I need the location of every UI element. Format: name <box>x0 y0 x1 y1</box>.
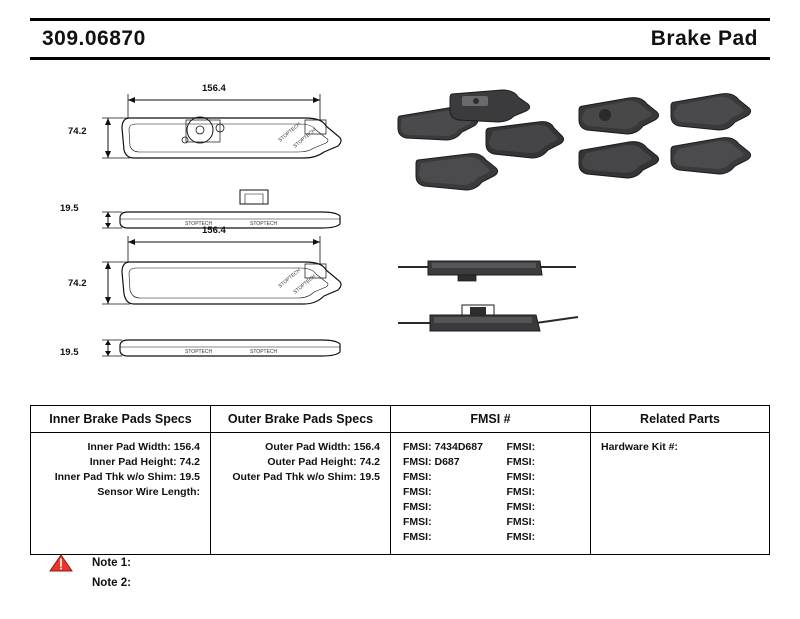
inner-specs-title: Inner Brake Pads Specs <box>31 406 210 433</box>
related-parts-title: Related Parts <box>591 406 769 433</box>
inner-pad-thickness-label: 19.5 <box>60 203 79 214</box>
note-row-2 <box>48 573 348 593</box>
inner-pad-width-label: 156.4 <box>202 83 226 94</box>
fmsi-body <box>391 433 590 554</box>
fmsi-cell: FMSI: 7434D687 <box>403 440 483 453</box>
outer-specs-column <box>211 406 391 554</box>
svg-text:STOPTECH: STOPTECH <box>277 267 303 290</box>
outer-pad-width-label: 156.4 <box>202 225 226 236</box>
fmsi-cell: FMSI: <box>506 530 536 543</box>
fmsi-cell: FMSI: D687 <box>403 455 460 468</box>
related-row: Hardware Kit #: <box>601 440 679 453</box>
outer-specs-body <box>211 433 390 551</box>
svg-text:STOPTECH: STOPTECH <box>250 349 278 355</box>
fmsi-cell: FMSI: <box>403 515 432 528</box>
notes-section <box>48 553 348 593</box>
fmsi-cell: FMSI: <box>403 530 432 543</box>
svg-text:STOPTECH: STOPTECH <box>250 221 278 227</box>
outer-pad-drawing <box>90 232 400 347</box>
inner-specs-body <box>31 433 210 551</box>
outer-pad-height-label: 74.2 <box>68 278 87 289</box>
product-type: Brake Pad <box>650 27 758 50</box>
inner-pad-height-label: 74.2 <box>68 126 87 137</box>
fmsi-cell: FMSI: <box>506 485 536 498</box>
fmsi-cell: FMSI: <box>506 440 536 453</box>
fmsi-cell: FMSI: <box>403 470 432 483</box>
fmsi-cell: FMSI: <box>403 485 432 498</box>
fmsi-cell: FMSI: <box>506 455 536 468</box>
pad-photo-group-right <box>575 88 760 208</box>
note-row-1 <box>48 553 348 573</box>
spec-row: Inner Pad Thk w/o Shim: 19.5 <box>54 470 200 483</box>
warning-icon <box>48 553 74 573</box>
document-header <box>30 18 770 60</box>
part-number: 309.06870 <box>42 27 146 50</box>
svg-text:STOPTECH: STOPTECH <box>185 221 213 227</box>
fmsi-title: FMSI # <box>391 406 590 433</box>
spec-row: Outer Pad Height: 74.2 <box>267 455 380 468</box>
technical-drawings <box>30 70 770 390</box>
fmsi-cell: FMSI: <box>403 500 432 513</box>
spec-row: Sensor Wire Length: <box>97 485 200 498</box>
fmsi-column <box>391 406 591 554</box>
inner-pad-drawing <box>90 90 400 200</box>
pad-photo-group-left <box>390 88 570 208</box>
spec-row: Outer Pad Width: 156.4 <box>265 440 380 453</box>
svg-text:STOPTECH: STOPTECH <box>185 349 213 355</box>
note-2-label: Note 2: <box>92 577 131 589</box>
fmsi-cell: FMSI: <box>506 470 536 483</box>
spec-row: Inner Pad Width: 156.4 <box>87 440 200 453</box>
note-1-label: Note 1: <box>92 557 131 569</box>
svg-text:STOPTECH: STOPTECH <box>277 121 303 144</box>
outer-pad-side-drawing <box>90 332 400 382</box>
specs-table <box>30 405 770 555</box>
inner-specs-column <box>31 406 211 554</box>
svg-text:STOPTECH: STOPTECH <box>292 273 318 296</box>
svg-text:STOPTECH: STOPTECH <box>292 127 318 150</box>
outer-pad-thickness-label: 19.5 <box>60 347 79 358</box>
spec-row: Outer Pad Thk w/o Shim: 19.5 <box>232 470 380 483</box>
fmsi-cell: FMSI: <box>506 500 536 513</box>
spec-row: Inner Pad Height: 74.2 <box>89 455 200 468</box>
pad-photo-side-views <box>390 245 600 355</box>
related-parts-body <box>591 433 769 551</box>
fmsi-cell: FMSI: <box>506 515 536 528</box>
related-parts-column <box>591 406 769 554</box>
outer-specs-title: Outer Brake Pads Specs <box>211 406 390 433</box>
